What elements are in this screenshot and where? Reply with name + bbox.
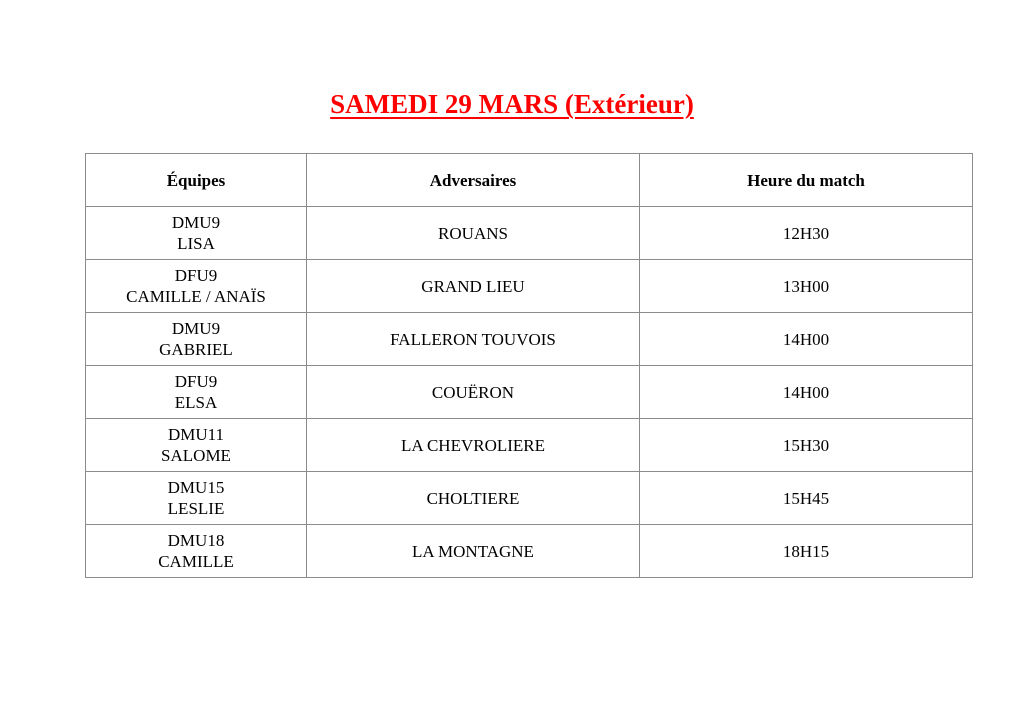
- team-category: DFU9: [174, 266, 218, 285]
- opponent-cell: FALLERON TOUVOIS: [307, 313, 640, 366]
- header-teams: Équipes: [86, 154, 307, 207]
- header-match-time: Heure du match: [640, 154, 973, 207]
- table-row: [86, 472, 973, 525]
- team-cell: [86, 207, 307, 260]
- match-schedule-table: [85, 153, 973, 578]
- header-opponents: Adversaires: [307, 154, 640, 207]
- team-cell: [86, 419, 307, 472]
- team-player: LESLIE: [167, 499, 225, 518]
- team-player: CAMILLE: [158, 552, 234, 571]
- time-cell: 14H00: [640, 366, 973, 419]
- time-cell: 12H30: [640, 207, 973, 260]
- table-row: [86, 313, 973, 366]
- team-category: DMU15: [167, 478, 225, 497]
- team-cell: [86, 525, 307, 578]
- team-player: CAMILLE / ANAÏS: [126, 287, 266, 306]
- opponent-cell: CHOLTIERE: [307, 472, 640, 525]
- table-header-row: [86, 154, 973, 207]
- table-row: [86, 260, 973, 313]
- team-category: DMU9: [171, 319, 221, 338]
- opponent-cell: ROUANS: [307, 207, 640, 260]
- team-cell: [86, 260, 307, 313]
- team-category: DFU9: [174, 372, 218, 391]
- time-cell: 14H00: [640, 313, 973, 366]
- time-cell: 13H00: [640, 260, 973, 313]
- team-cell: [86, 366, 307, 419]
- team-category: DMU18: [167, 531, 225, 550]
- team-player: ELSA: [174, 393, 218, 412]
- page-title-text: SAMEDI 29 MARS (Extérieur): [330, 89, 694, 119]
- team-player: SALOME: [161, 446, 231, 465]
- time-cell: 15H30: [640, 419, 973, 472]
- time-cell: 15H45: [640, 472, 973, 525]
- team-category: DMU11: [167, 425, 225, 444]
- team-category: DMU9: [171, 213, 221, 232]
- table-row: [86, 419, 973, 472]
- opponent-cell: COUËRON: [307, 366, 640, 419]
- opponent-cell: LA MONTAGNE: [307, 525, 640, 578]
- table-row: [86, 207, 973, 260]
- time-cell: 18H15: [640, 525, 973, 578]
- opponent-cell: LA CHEVROLIERE: [307, 419, 640, 472]
- table-row: [86, 366, 973, 419]
- table-row: [86, 525, 973, 578]
- team-player: GABRIEL: [159, 340, 233, 359]
- page-title: [0, 86, 1024, 122]
- opponent-cell: GRAND LIEU: [307, 260, 640, 313]
- team-player: LISA: [177, 234, 215, 253]
- team-cell: [86, 472, 307, 525]
- team-cell: [86, 313, 307, 366]
